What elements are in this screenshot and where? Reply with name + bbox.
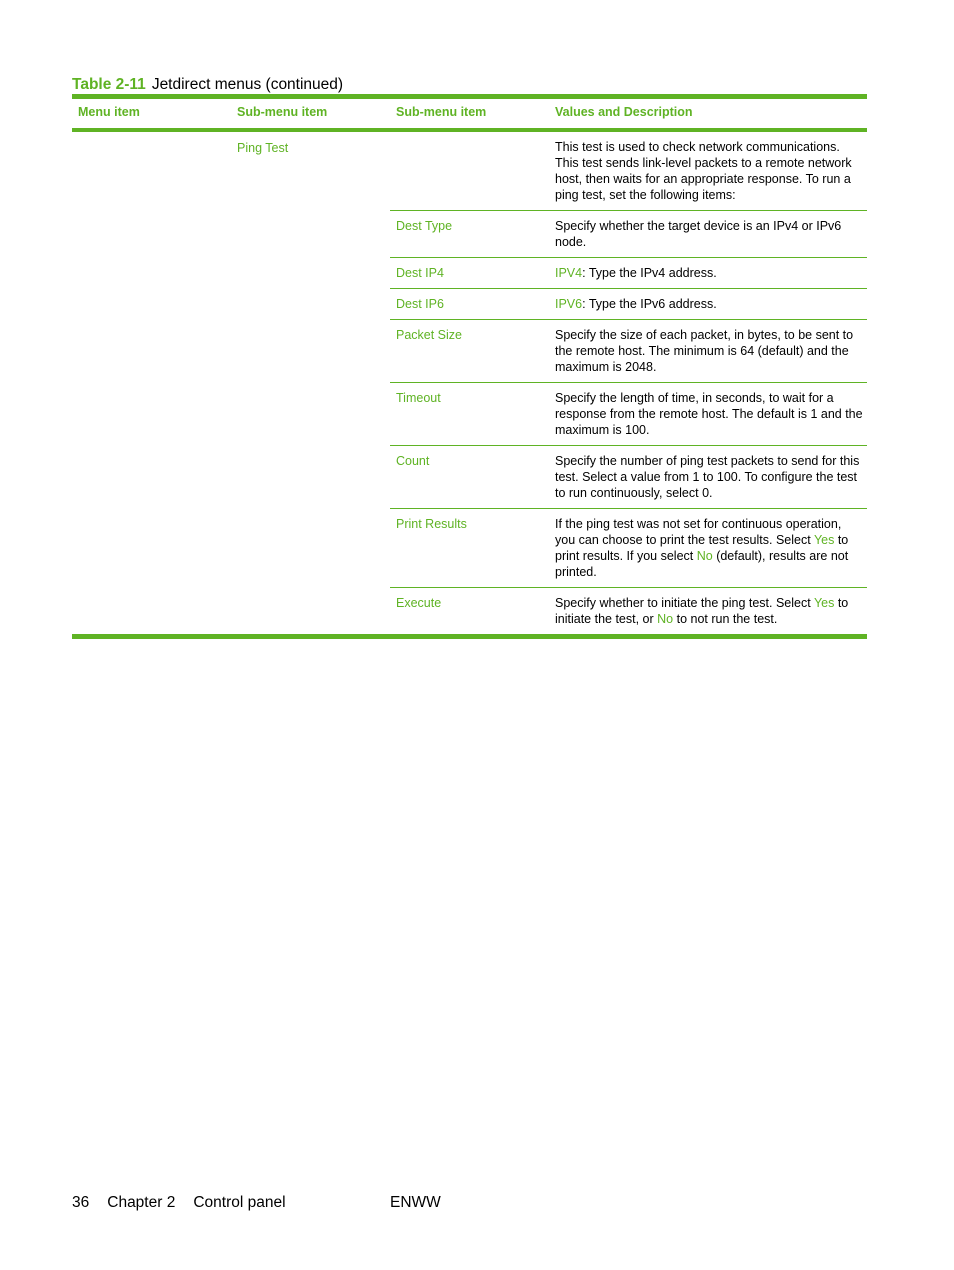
print-results-text-b: to print results. If you select: [555, 533, 849, 563]
timeout-description: Specify the length of time, in seconds, to wait for a response from the remote host. The default is 1 and the maximum is 100.: [555, 391, 863, 437]
section-label: Control panel: [193, 1194, 286, 1211]
ipv4-value: IPV4: [555, 266, 583, 280]
sub-menu-empty: [390, 132, 549, 210]
page-number: 36: [72, 1194, 90, 1211]
ping-test-description: This test is used to check network communications. This test sends link-level packets to a remote network host, then waits for an appropriate response. To run a ping test, set the following items:: [555, 140, 852, 202]
chapter-label: Chapter 2: [107, 1194, 176, 1211]
table-row: [390, 211, 867, 258]
header-sub-menu-item-1: Sub-menu item: [237, 105, 328, 119]
execute-text-a: Specify whether to initiate the ping test. Select: [555, 596, 814, 610]
execute-link[interactable]: Execute: [396, 596, 442, 610]
dest-ip4-text: : Type the IPv4 address.: [582, 266, 717, 280]
dest-type-link[interactable]: Dest Type: [396, 219, 453, 233]
execute-text-b: to initiate the test, or: [555, 596, 849, 626]
packet-size-description: Specify the size of each packet, in bytes, to be sent to the remote host. The minimum is 64 (default) and the maximum is 2048.: [555, 328, 854, 374]
table-row: [390, 509, 867, 588]
table-caption: [72, 75, 343, 94]
dest-ip4-link[interactable]: Dest IP4: [396, 266, 444, 280]
execute-text-c: to not run the test.: [673, 612, 778, 626]
jetdirect-menus-table: [72, 94, 867, 639]
ping-test-link[interactable]: Ping Test: [237, 141, 289, 155]
table-header: [72, 99, 867, 132]
table-row: [390, 588, 867, 634]
table-row: [390, 383, 867, 446]
print-results-description: [549, 509, 867, 587]
page-footer-left: [72, 1193, 286, 1212]
count-link[interactable]: Count: [396, 454, 430, 468]
table-row: [390, 258, 867, 289]
execute-description: [549, 588, 867, 634]
page-footer-right: ENWW: [390, 1194, 441, 1211]
sub-items-column: [390, 132, 867, 634]
print-results-text-c: (default), results are not printed.: [555, 549, 849, 579]
table-title: Jetdirect menus (continued): [151, 76, 344, 93]
dest-type-description: Specify whether the target device is an IPv4 or IPv6 node.: [555, 219, 842, 249]
table-number: Table 2-11: [72, 76, 146, 93]
no-option: No: [657, 612, 674, 626]
dest-ip6-description: [549, 289, 867, 319]
header-sub-menu-item-2: Sub-menu item: [396, 105, 487, 119]
dest-ip6-text: : Type the IPv6 address.: [582, 297, 717, 311]
table-row: [390, 132, 867, 211]
print-results-link[interactable]: Print Results: [396, 517, 467, 531]
packet-size-link[interactable]: Packet Size: [396, 328, 463, 342]
yes-option: Yes: [813, 596, 835, 610]
dest-ip4-description: [549, 258, 867, 288]
table-row: [390, 320, 867, 383]
dest-ip6-link[interactable]: Dest IP6: [396, 297, 444, 311]
yes-option: Yes: [813, 533, 835, 547]
no-option: No: [696, 549, 713, 563]
print-results-text-a: If the ping test was not set for continuous operation, you can choose to print the test results. Select: [555, 517, 842, 547]
count-description: Specify the number of ping test packets to send for this test. Select a value from 1 to 100. To configure the test to run continuously, select 0.: [555, 454, 860, 500]
table-row: [390, 446, 867, 509]
ipv6-value: IPV6: [555, 297, 583, 311]
header-values-description: Values and Description: [555, 105, 693, 119]
table-row: [390, 289, 867, 320]
header-menu-item: Menu item: [78, 105, 140, 119]
sub-menu-item-cell: [231, 132, 390, 634]
menu-item-cell: [72, 132, 231, 634]
timeout-link[interactable]: Timeout: [396, 391, 441, 405]
table-body: [72, 132, 867, 634]
